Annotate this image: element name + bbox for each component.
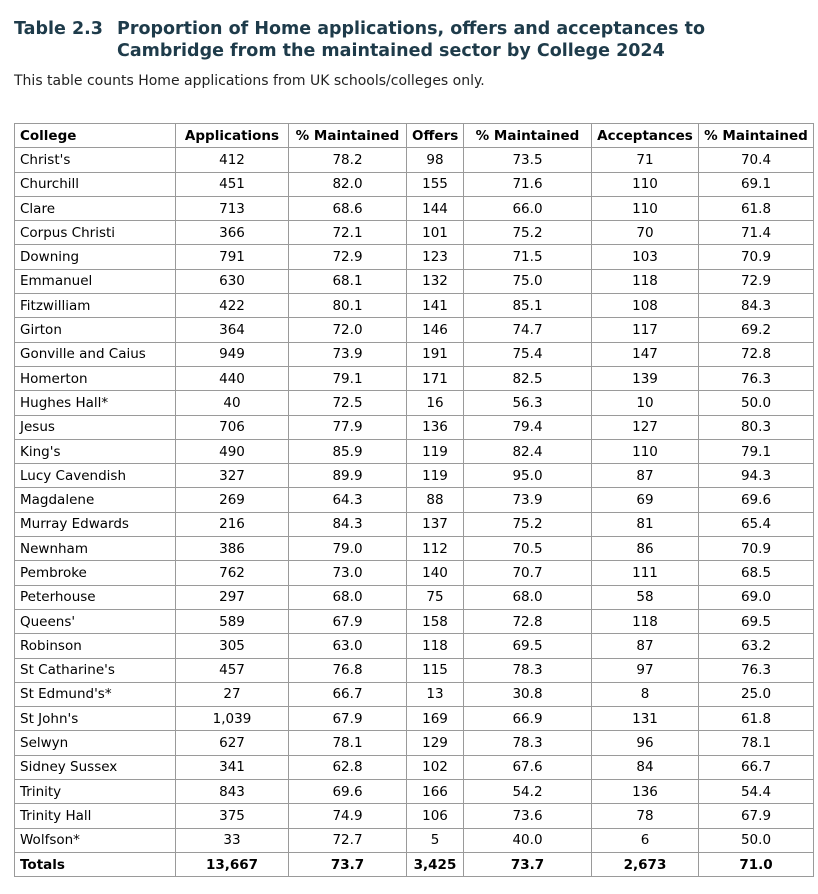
table-row: [15, 682, 814, 706]
table-cell: 110: [592, 172, 699, 196]
table-cell: 78.1: [699, 731, 814, 755]
table-row: [15, 342, 814, 366]
college-name-cell: Newnham: [15, 537, 176, 561]
table-cell: 68.1: [289, 269, 407, 293]
table-cell: 72.8: [464, 609, 592, 633]
table-cell: 62.8: [289, 755, 407, 779]
table-cell: 96: [592, 731, 699, 755]
college-name-cell: Trinity Hall: [15, 804, 176, 828]
table-cell: 158: [407, 609, 464, 633]
table-row: [15, 537, 814, 561]
table-cell: 440: [176, 366, 289, 390]
table-cell: 78.3: [464, 658, 592, 682]
table-cell: 169: [407, 707, 464, 731]
table-cell: 6: [592, 828, 699, 852]
table-cell: 64.3: [289, 488, 407, 512]
header-row: [15, 124, 814, 148]
table-cell: 61.8: [699, 707, 814, 731]
table-cell: 131: [592, 707, 699, 731]
table-cell: 71.4: [699, 221, 814, 245]
table-cell: 97: [592, 658, 699, 682]
table-cell: 69.6: [289, 780, 407, 804]
table-cell: 102: [407, 755, 464, 779]
table-number: Table 2.3: [14, 19, 103, 39]
table-cell: 72.9: [699, 269, 814, 293]
table-cell: 74.9: [289, 804, 407, 828]
table-cell: 364: [176, 318, 289, 342]
table-cell: 386: [176, 537, 289, 561]
table-title: [117, 18, 804, 62]
table-cell: 74.7: [464, 318, 592, 342]
table-cell: 366: [176, 221, 289, 245]
table-cell: 327: [176, 464, 289, 488]
title-block: [14, 18, 804, 62]
college-name-cell: Christ's: [15, 148, 176, 172]
table-cell: 171: [407, 366, 464, 390]
table-row: [15, 609, 814, 633]
totals-row: [15, 852, 814, 876]
table-row: [15, 148, 814, 172]
table-cell: 58: [592, 585, 699, 609]
table-cell: 79.1: [289, 366, 407, 390]
table-cell: 269: [176, 488, 289, 512]
table-cell: 66.9: [464, 707, 592, 731]
table-cell: 132: [407, 269, 464, 293]
table-cell: 166: [407, 780, 464, 804]
table-cell: 422: [176, 294, 289, 318]
table-cell: 54.2: [464, 780, 592, 804]
table-cell: 80.3: [699, 415, 814, 439]
table-cell: 66.0: [464, 196, 592, 220]
totals-cell: 73.7: [289, 852, 407, 876]
table-cell: 84.3: [289, 512, 407, 536]
college-name-cell: Churchill: [15, 172, 176, 196]
table-cell: 73.5: [464, 148, 592, 172]
table-cell: 98: [407, 148, 464, 172]
college-name-cell: Sidney Sussex: [15, 755, 176, 779]
table-cell: 76.8: [289, 658, 407, 682]
college-name-cell: Queens': [15, 609, 176, 633]
table-cell: 843: [176, 780, 289, 804]
table-cell: 67.9: [699, 804, 814, 828]
table-cell: 82.4: [464, 439, 592, 463]
table-cell: 72.8: [699, 342, 814, 366]
table-row: [15, 658, 814, 682]
table-cell: 75.0: [464, 269, 592, 293]
table-cell: 68.0: [464, 585, 592, 609]
table-cell: 129: [407, 731, 464, 755]
totals-cell: 13,667: [176, 852, 289, 876]
table-title-line-2: Cambridge from the maintained sector by College 2024: [117, 41, 665, 61]
table-cell: 70: [592, 221, 699, 245]
table-cell: 490: [176, 439, 289, 463]
table-cell: 412: [176, 148, 289, 172]
table-cell: 27: [176, 682, 289, 706]
table-cell: 589: [176, 609, 289, 633]
table-row: [15, 464, 814, 488]
table-cell: 79.4: [464, 415, 592, 439]
column-header: % Maintained: [289, 124, 407, 148]
table-cell: 71.5: [464, 245, 592, 269]
college-name-cell: Clare: [15, 196, 176, 220]
table-cell: 72.5: [289, 391, 407, 415]
table-row: [15, 755, 814, 779]
table-cell: 71.6: [464, 172, 592, 196]
college-name-cell: St Edmund's*: [15, 682, 176, 706]
table-cell: 67.6: [464, 755, 592, 779]
table-cell: 110: [592, 439, 699, 463]
college-name-cell: Downing: [15, 245, 176, 269]
table-cell: 8: [592, 682, 699, 706]
table-cell: 118: [407, 634, 464, 658]
table-cell: 89.9: [289, 464, 407, 488]
table-cell: 110: [592, 196, 699, 220]
table-cell: 111: [592, 561, 699, 585]
table-row: [15, 245, 814, 269]
table-cell: 72.0: [289, 318, 407, 342]
table-cell: 103: [592, 245, 699, 269]
college-name-cell: Emmanuel: [15, 269, 176, 293]
table-cell: 139: [592, 366, 699, 390]
table-cell: 78: [592, 804, 699, 828]
table-cell: 88: [407, 488, 464, 512]
college-name-cell: Gonville and Caius: [15, 342, 176, 366]
table-cell: 56.3: [464, 391, 592, 415]
table-cell: 451: [176, 172, 289, 196]
table-cell: 78.2: [289, 148, 407, 172]
table-cell: 65.4: [699, 512, 814, 536]
table-cell: 40.0: [464, 828, 592, 852]
table-cell: 1,039: [176, 707, 289, 731]
table-cell: 50.0: [699, 828, 814, 852]
college-name-cell: King's: [15, 439, 176, 463]
table-cell: 627: [176, 731, 289, 755]
table-cell: 144: [407, 196, 464, 220]
table-cell: 25.0: [699, 682, 814, 706]
table-row: [15, 221, 814, 245]
table-cell: 84: [592, 755, 699, 779]
table-title-line-1: Proportion of Home applications, offers and acceptances to: [117, 19, 706, 39]
table-cell: 85.1: [464, 294, 592, 318]
totals-cell: Totals: [15, 852, 176, 876]
table-cell: 79.0: [289, 537, 407, 561]
table-cell: 72.1: [289, 221, 407, 245]
table-cell: 76.3: [699, 658, 814, 682]
table-cell: 5: [407, 828, 464, 852]
table-cell: 155: [407, 172, 464, 196]
table-cell: 72.9: [289, 245, 407, 269]
table-cell: 69.0: [699, 585, 814, 609]
college-name-cell: Homerton: [15, 366, 176, 390]
table-cell: 68.0: [289, 585, 407, 609]
table-cell: 63.2: [699, 634, 814, 658]
table-row: [15, 318, 814, 342]
table-cell: 69.5: [699, 609, 814, 633]
college-name-cell: Hughes Hall*: [15, 391, 176, 415]
table-row: [15, 366, 814, 390]
college-name-cell: Lucy Cavendish: [15, 464, 176, 488]
table-cell: 72.7: [289, 828, 407, 852]
table-cell: 713: [176, 196, 289, 220]
table-cell: 191: [407, 342, 464, 366]
table-cell: 80.1: [289, 294, 407, 318]
table-cell: 78.3: [464, 731, 592, 755]
table-cell: 54.4: [699, 780, 814, 804]
table-cell: 69.6: [699, 488, 814, 512]
table-cell: 146: [407, 318, 464, 342]
table-cell: 69.5: [464, 634, 592, 658]
table-cell: 147: [592, 342, 699, 366]
table-cell: 73.0: [289, 561, 407, 585]
table-row: [15, 196, 814, 220]
table-cell: 76.3: [699, 366, 814, 390]
table-cell: 82.0: [289, 172, 407, 196]
table-cell: 67.9: [289, 707, 407, 731]
table-cell: 61.8: [699, 196, 814, 220]
table-cell: 84.3: [699, 294, 814, 318]
college-name-cell: Magdalene: [15, 488, 176, 512]
college-name-cell: Trinity: [15, 780, 176, 804]
table-row: [15, 269, 814, 293]
table-row: [15, 634, 814, 658]
table-cell: 40: [176, 391, 289, 415]
table-cell: 70.9: [699, 245, 814, 269]
table-row: [15, 804, 814, 828]
table-cell: 75.2: [464, 512, 592, 536]
table-cell: 66.7: [289, 682, 407, 706]
table-cell: 375: [176, 804, 289, 828]
table-cell: 13: [407, 682, 464, 706]
table-cell: 70.9: [699, 537, 814, 561]
table-cell: 63.0: [289, 634, 407, 658]
table-cell: 123: [407, 245, 464, 269]
college-name-cell: St Catharine's: [15, 658, 176, 682]
column-header: Acceptances: [592, 124, 699, 148]
table-cell: 136: [592, 780, 699, 804]
table-row: [15, 585, 814, 609]
table-cell: 10: [592, 391, 699, 415]
table-cell: 82.5: [464, 366, 592, 390]
table-cell: 73.9: [289, 342, 407, 366]
table-cell: 73.9: [464, 488, 592, 512]
table-cell: 70.4: [699, 148, 814, 172]
table-cell: 68.5: [699, 561, 814, 585]
totals-cell: 3,425: [407, 852, 464, 876]
table-cell: 216: [176, 512, 289, 536]
table-row: [15, 780, 814, 804]
column-header: % Maintained: [464, 124, 592, 148]
table-cell: 949: [176, 342, 289, 366]
table-cell: 71: [592, 148, 699, 172]
table-row: [15, 731, 814, 755]
table-cell: 75: [407, 585, 464, 609]
college-name-cell: Girton: [15, 318, 176, 342]
college-name-cell: Peterhouse: [15, 585, 176, 609]
totals-cell: 2,673: [592, 852, 699, 876]
table-cell: 141: [407, 294, 464, 318]
table-cell: 69: [592, 488, 699, 512]
table-cell: 108: [592, 294, 699, 318]
table-cell: 16: [407, 391, 464, 415]
table-cell: 67.9: [289, 609, 407, 633]
table-row: [15, 828, 814, 852]
table-cell: 68.6: [289, 196, 407, 220]
column-header: Offers: [407, 124, 464, 148]
table-cell: 50.0: [699, 391, 814, 415]
table-cell: 791: [176, 245, 289, 269]
table-cell: 77.9: [289, 415, 407, 439]
table-cell: 66.7: [699, 755, 814, 779]
table-row: [15, 391, 814, 415]
table-row: [15, 415, 814, 439]
table-cell: 70.7: [464, 561, 592, 585]
table-cell: 112: [407, 537, 464, 561]
column-header: Applications: [176, 124, 289, 148]
table-cell: 457: [176, 658, 289, 682]
table-cell: 87: [592, 464, 699, 488]
table-cell: 297: [176, 585, 289, 609]
table-cell: 136: [407, 415, 464, 439]
college-name-cell: Wolfson*: [15, 828, 176, 852]
data-table: [14, 123, 814, 877]
table-cell: 706: [176, 415, 289, 439]
column-header: % Maintained: [699, 124, 814, 148]
college-name-cell: Jesus: [15, 415, 176, 439]
table-cell: 117: [592, 318, 699, 342]
column-header: College: [15, 124, 176, 148]
college-name-cell: Selwyn: [15, 731, 176, 755]
table-cell: 762: [176, 561, 289, 585]
college-name-cell: Corpus Christi: [15, 221, 176, 245]
table-row: [15, 707, 814, 731]
table-cell: 79.1: [699, 439, 814, 463]
table-row: [15, 512, 814, 536]
table-cell: 106: [407, 804, 464, 828]
table-cell: 85.9: [289, 439, 407, 463]
table-cell: 127: [592, 415, 699, 439]
table-cell: 87: [592, 634, 699, 658]
table-cell: 33: [176, 828, 289, 852]
table-cell: 30.8: [464, 682, 592, 706]
college-name-cell: Murray Edwards: [15, 512, 176, 536]
table-cell: 81: [592, 512, 699, 536]
table-cell: 101: [407, 221, 464, 245]
table-cell: 69.1: [699, 172, 814, 196]
table-row: [15, 294, 814, 318]
college-name-cell: St John's: [15, 707, 176, 731]
table-subtitle: This table counts Home applications from UK schools/colleges only.: [14, 73, 485, 89]
college-name-cell: Pembroke: [15, 561, 176, 585]
college-name-cell: Fitzwilliam: [15, 294, 176, 318]
table-cell: 341: [176, 755, 289, 779]
table-cell: 94.3: [699, 464, 814, 488]
table-cell: 305: [176, 634, 289, 658]
college-name-cell: Robinson: [15, 634, 176, 658]
table-cell: 115: [407, 658, 464, 682]
table-cell: 69.2: [699, 318, 814, 342]
totals-cell: 71.0: [699, 852, 814, 876]
table-cell: 75.4: [464, 342, 592, 366]
table-cell: 119: [407, 464, 464, 488]
table-cell: 118: [592, 609, 699, 633]
table-row: [15, 488, 814, 512]
table-row: [15, 172, 814, 196]
table-row: [15, 561, 814, 585]
table-cell: 630: [176, 269, 289, 293]
table-cell: 86: [592, 537, 699, 561]
table-body: [15, 148, 814, 853]
table-cell: 73.6: [464, 804, 592, 828]
table-cell: 118: [592, 269, 699, 293]
table-cell: 75.2: [464, 221, 592, 245]
table-cell: 119: [407, 439, 464, 463]
table-cell: 140: [407, 561, 464, 585]
table-cell: 70.5: [464, 537, 592, 561]
table-cell: 137: [407, 512, 464, 536]
table-row: [15, 439, 814, 463]
table-cell: 78.1: [289, 731, 407, 755]
totals-cell: 73.7: [464, 852, 592, 876]
title-row: [14, 18, 804, 62]
table-cell: 95.0: [464, 464, 592, 488]
